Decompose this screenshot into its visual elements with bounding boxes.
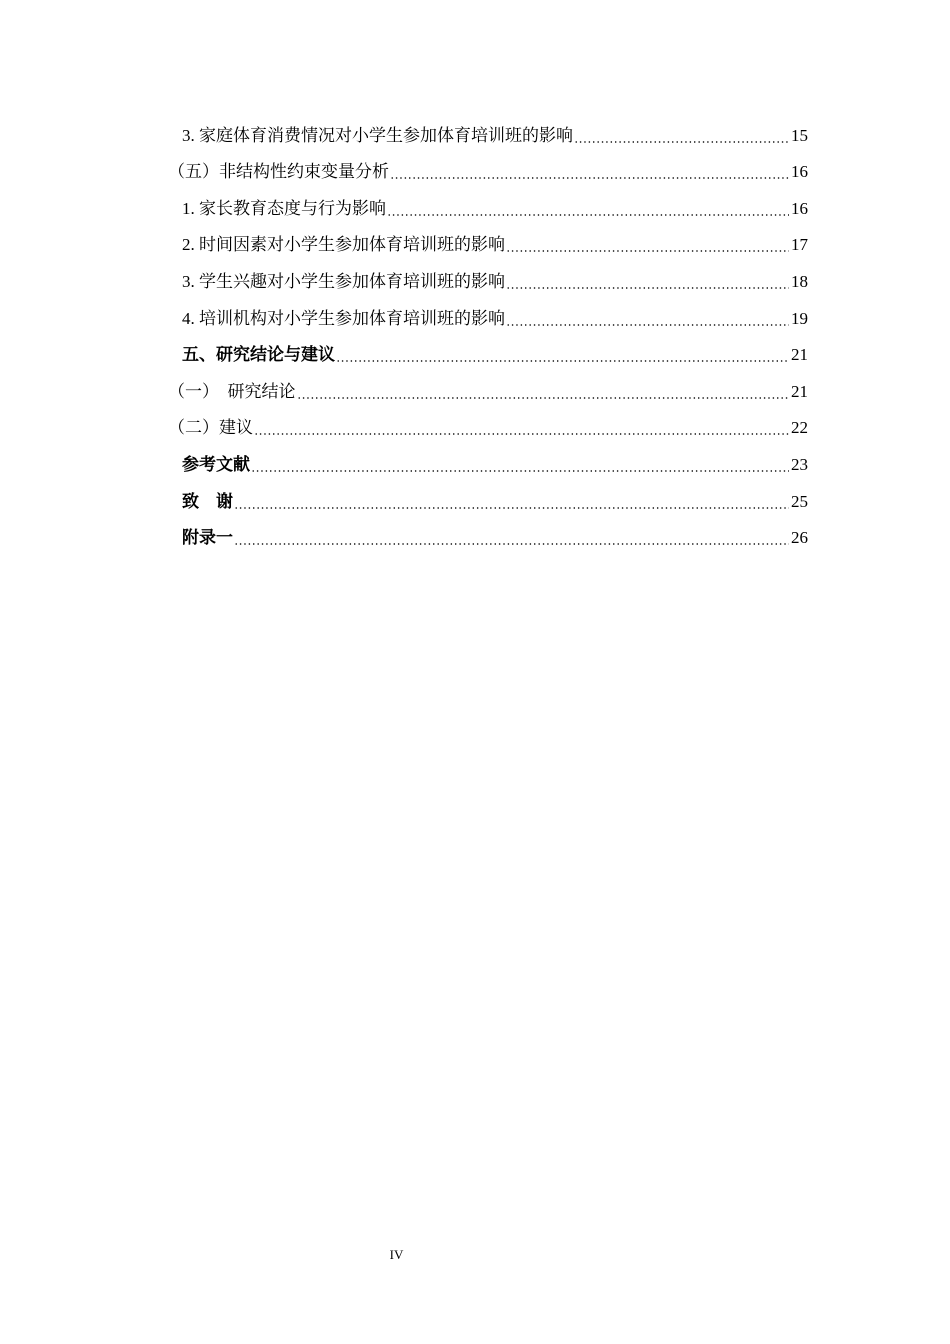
- toc-entry-page: 19: [791, 308, 808, 328]
- toc-entry[interactable]: [168, 110, 808, 147]
- toc-entry-page: 18: [791, 271, 808, 291]
- toc-entry-title: 附录一: [182, 528, 233, 548]
- table-of-contents: [168, 110, 808, 549]
- toc-entry-title: （二）建议: [168, 418, 253, 438]
- toc-dot-leader: [574, 141, 789, 143]
- toc-dot-leader: [336, 360, 789, 362]
- toc-entry[interactable]: [168, 476, 808, 513]
- toc-dot-leader: [506, 287, 789, 289]
- toc-entry-page: 16: [791, 162, 808, 182]
- toc-entry[interactable]: [168, 366, 808, 403]
- toc-entry[interactable]: [168, 439, 808, 476]
- toc-entry[interactable]: [168, 183, 808, 220]
- toc-entry-page: 21: [791, 345, 808, 365]
- toc-entry-title: 致 谢: [182, 491, 233, 511]
- toc-entry-title: （五）非结构性约束变量分析: [168, 162, 389, 182]
- toc-entry-title: 4. 培训机构对小学生参加体育培训班的影响: [182, 308, 505, 328]
- toc-entry[interactable]: [168, 513, 808, 550]
- toc-entry-title: 3. 学生兴趣对小学生参加体育培训班的影响: [182, 271, 505, 291]
- toc-entry-page: 16: [791, 198, 808, 218]
- toc-dot-leader: [251, 470, 789, 472]
- toc-entry[interactable]: [168, 147, 808, 184]
- toc-dot-leader: [297, 397, 790, 399]
- toc-entry[interactable]: [168, 293, 808, 330]
- toc-entry-title: （一） 研究结论: [168, 381, 296, 401]
- toc-entry-page: 26: [791, 528, 808, 548]
- toc-entry-page: 25: [791, 491, 808, 511]
- toc-entry-title: 2. 时间因素对小学生参加体育培训班的影响: [182, 235, 505, 255]
- toc-entry-page: 22: [791, 418, 808, 438]
- toc-entry-page: 23: [791, 454, 808, 474]
- toc-entry-title: 1. 家长教育态度与行为影响: [182, 198, 386, 218]
- toc-entry[interactable]: [168, 403, 808, 440]
- toc-dot-leader: [387, 214, 789, 216]
- toc-dot-leader: [234, 507, 789, 509]
- toc-entry-page: 17: [791, 235, 808, 255]
- toc-entry-page: 15: [791, 125, 808, 145]
- toc-entry[interactable]: [168, 256, 808, 293]
- toc-dot-leader: [506, 324, 789, 326]
- toc-dot-leader: [390, 177, 789, 179]
- toc-entry-title: 五、研究结论与建议: [182, 345, 335, 365]
- toc-entry-title: 参考文献: [182, 454, 250, 474]
- toc-entry[interactable]: [168, 330, 808, 367]
- toc-entry-page: 21: [791, 381, 808, 401]
- toc-dot-leader: [254, 433, 789, 435]
- toc-entry-title: 3. 家庭体育消费情况对小学生参加体育培训班的影响: [182, 125, 573, 145]
- toc-entry[interactable]: [168, 220, 808, 257]
- toc-dot-leader: [506, 250, 789, 252]
- page-number: IV: [389, 1247, 404, 1262]
- toc-dot-leader: [234, 543, 789, 545]
